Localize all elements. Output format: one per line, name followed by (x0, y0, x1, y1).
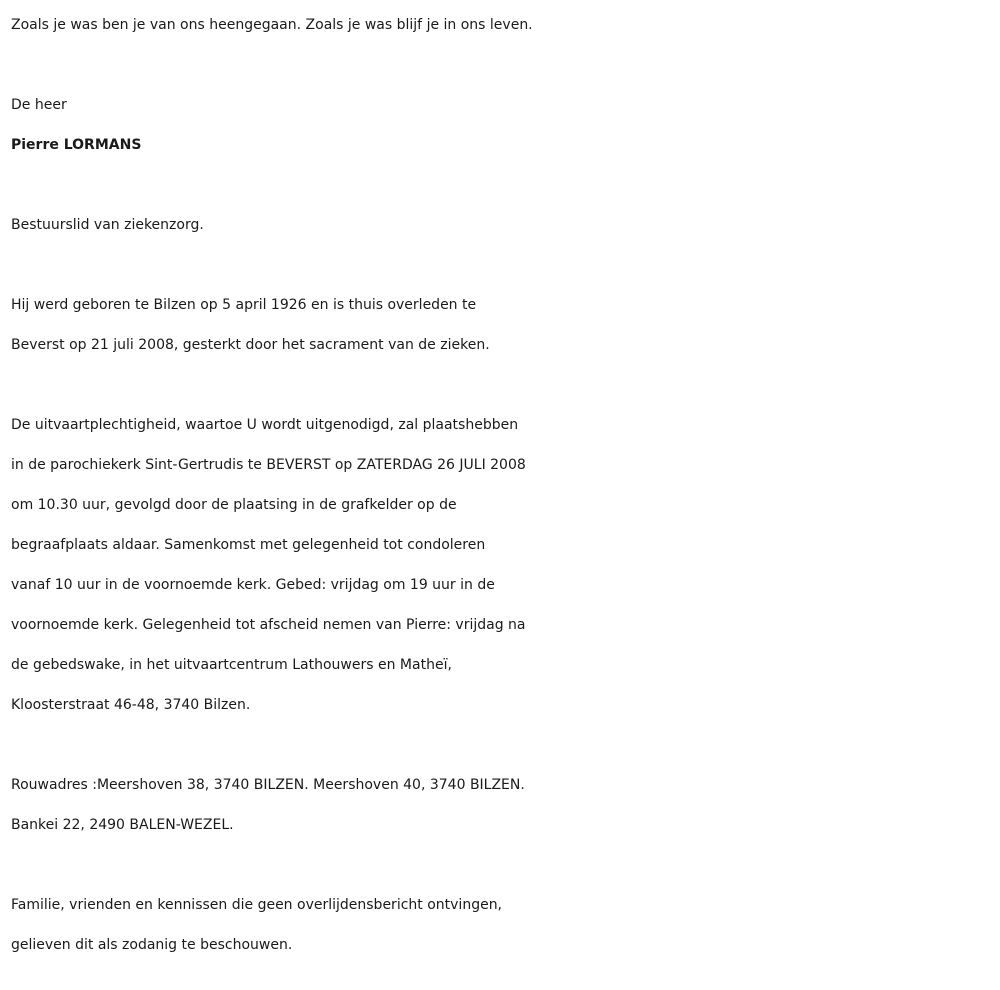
obituary-document (11, 0, 996, 965)
closing-paragraph (11, 885, 996, 965)
paragraph-line: Familie, vrienden en kennissen die geen overlijdensbericht ontvingen, (11, 897, 503, 913)
paragraph-line: Kloosterstraat 46-48, 3740 Bilzen. (11, 697, 251, 713)
paragraph-line: gelieven dit als zodanig te beschouwen. (11, 937, 293, 953)
paragraph-line: om 10.30 uur, gevolgd door de plaatsing in de grafkelder op de (11, 497, 457, 513)
paragraph-line: vanaf 10 uur in de voornoemde kerk. Gebed: vrijdag om 19 uur in de (11, 577, 495, 593)
spacer (11, 45, 996, 85)
paragraph-line: voornoemde kerk. Gelegenheid tot afscheid nemen van Pierre: vrijdag na (11, 617, 526, 633)
spacer (11, 845, 996, 885)
paragraph-line: Rouwadres :Meershoven 38, 3740 BILZEN. Meershoven 40, 3740 BILZEN. (11, 777, 525, 793)
paragraph-line: begraafplaats aldaar. Samenkomst met gelegenheid tot condoleren (11, 537, 486, 553)
spacer (11, 165, 996, 205)
paragraph-line: in de parochiekerk Sint-Gertrudis te BEVERST op ZATERDAG 26 JULI 2008 (11, 457, 526, 473)
paragraph-line: De uitvaartplechtigheid, waartoe U wordt uitgenodigd, zal plaatshebben (11, 417, 519, 433)
spacer (11, 245, 996, 285)
role-line: Bestuurslid van ziekenzorg. (11, 217, 204, 233)
deceased-name: Pierre LORMANS (11, 137, 142, 153)
spacer (11, 725, 996, 765)
paragraph-line: de gebedswake, in het uitvaartcentrum Lathouwers en Matheï, (11, 657, 452, 673)
ceremony-paragraph (11, 405, 996, 725)
spacer (11, 365, 996, 405)
paragraph-line: Bankei 22, 2490 BALEN-WEZEL. (11, 817, 234, 833)
motto-line: Zoals je was ben je van ons heengegaan. Zoals je was blijf je in ons leven. (11, 17, 533, 33)
paragraph-line: Beverst op 21 juli 2008, gesterkt door het sacrament van de zieken. (11, 337, 490, 353)
birth-death-paragraph (11, 285, 996, 365)
paragraph-line: Hij werd geboren te Bilzen op 5 april 1926 en is thuis overleden te (11, 297, 477, 313)
address-paragraph (11, 765, 996, 845)
salutation: De heer (11, 97, 67, 113)
